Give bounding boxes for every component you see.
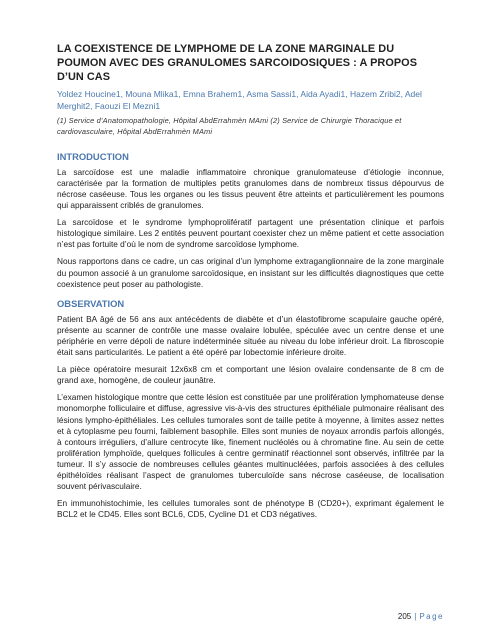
author-list: Yoldez Houcine1, Mouna Mlika1, Emna Brahem1, Asma Sassi1, Aida Ayadi1, Hazem Zribi2, Adel Merghit2, Faouzi El Mezni1 xyxy=(57,89,422,112)
observation-paragraph-1: Patient BA âgé de 56 ans aux antécédents de diabète et d’un élastofibrome scapulaire gauche opéré, présente au scanner de contrôle une masse ovalaire lobulée, spéculée avec un centre dense et une périphérie en verre dépoli de nature indéterminée située au niveau du lobe inférieur droit. La fibroscopie était sans particularités. Le patient a été opéré par lobectomie inférieure droite. xyxy=(57,313,444,358)
affiliations: (1) Service d’Anatomopathologie, Hôpital AbdErrahmèn MAmi (2) Service de Chirurgie Thoracique et cardiovasculaire, Hôpital AbdErrahmèn MAmi xyxy=(57,115,402,136)
intro-paragraph-2: La sarcoïdose et le syndrome lymphoprolifératif partagent une présentation clinique et parfois histologique similaire. Les 2 entités peuvent pourtant coexister chez un même patient et cette association n’est pas fortuite d’où le nom de syndrome sarcoïdose lymphome. xyxy=(57,217,444,250)
page-label: Page xyxy=(419,612,444,621)
intro-paragraph-1: La sarcoïdose est une maladie inflammatoire chronique granulomateuse d’étiologie inconnue, caractérisée par la formation de multiples petits granulomes dans de nombreux tissus dépourvus de nécrose caséeuse. Tous les organes ou les tissus peuvent être atteints et particulièrement les poumons qui apparaissent criblés de granulomes. xyxy=(57,166,444,211)
article-title: LA COEXISTENCE DE LYMPHOME DE LA ZONE MARGINALE DU POUMON AVEC DES GRANULOMES SARCOIDOSIQUES : A PROPOS D’UN CAS xyxy=(57,43,418,83)
observation-paragraph-4: En immunohistochimie, les cellules tumorales sont de phénotype B (CD20+), exprimant également le BCL2 et le CD45. Elles sont BCL6, CD5, Cycline D1 et CD3 négatives. xyxy=(57,498,444,520)
observation-paragraph-2: La pièce opératoire mesurait 12x6x8 cm et comportant une lésion ovalaire condensante de 8 cm de grand axe, homogène, de couleur jaunâtre. xyxy=(57,364,444,386)
page-footer xyxy=(398,612,444,622)
section-heading-introduction: INTRODUCTION xyxy=(57,150,129,162)
intro-paragraph-3: Nous rapportons dans ce cadre, un cas original d’un lymphome extraganglionnaire de la zone marginale du poumon associé à un granulome sarcoïdosique, en insistant sur les difficultés diagnostiques que cette coexistence peut poser au pathologiste. xyxy=(57,256,444,289)
section-heading-observation: OBSERVATION xyxy=(57,297,125,309)
observation-paragraph-3: L’examen histologique montre que cette lésion est constituée par une prolifération lymphomateuse dense monomorphe folliculaire et diffuse, agressive vis-à-vis des structures épithéliale pulmonaire réalisant des lésions lympho-épithéliales. Les cellules tumorales sont de taille petite à moyenne, à limites assez nettes et à cytoplasme peu fourni, faiblement basophile. Elles sont munies de noyaux arrondis parfois allongés, à contours irréguliers, d’allure centrocyte like, finement nucléolés ou à chromatine fine. Au sein de cette prolifération lymphoïde, quelques follicules à centre germinatif réactionnel sont observés, infiltrée par la tumeur. Il s’y associe de nombreuses cellules géantes multinucléées, parfois associées à des cellules épithéloïdes réalisant l’aspect de granulomes tuberculoïde sans nécrose caséeuse, de localisation souvent périvasculaire. xyxy=(57,392,444,492)
footer-separator: | xyxy=(414,612,417,621)
page-number: 205 xyxy=(397,612,412,621)
